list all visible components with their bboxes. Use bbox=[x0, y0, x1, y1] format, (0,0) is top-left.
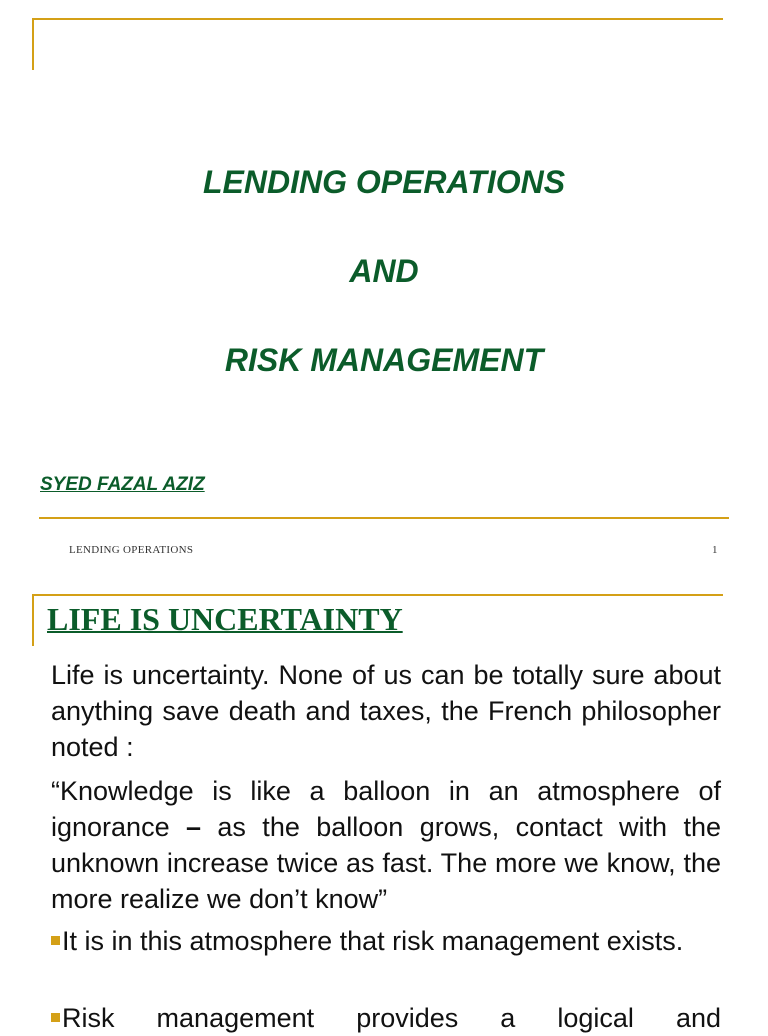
bullet-item bbox=[51, 923, 721, 959]
slide1-title-line-3: RISK MANAGEMENT bbox=[224, 342, 544, 378]
intro-paragraph: Life is uncertainty. None of us can be totally sure about anything save death and taxes, the French philosopher noted : bbox=[51, 660, 721, 762]
slide1-left-border bbox=[32, 18, 34, 70]
slide1-top-border bbox=[32, 18, 723, 20]
page-number: 1 bbox=[712, 544, 718, 556]
square-bullet-icon bbox=[51, 1013, 60, 1022]
author-name: SYED FAZAL AZIZ bbox=[40, 474, 205, 495]
slide1-bottom-border bbox=[39, 517, 729, 519]
quote-open-mark: “ bbox=[51, 776, 60, 806]
quote-text-2: as the balloon grows, contact with the unknown increase twice as fast. The more we know, the more realize we bbox=[51, 812, 721, 914]
quote-dash: – bbox=[185, 812, 202, 842]
slide1-title-line-2: AND bbox=[349, 253, 419, 289]
bullet-text: It is in this atmosphere that risk management exists. bbox=[62, 926, 684, 956]
square-bullet-icon bbox=[51, 936, 60, 945]
quote-dont-know: don’t know bbox=[249, 884, 379, 914]
slide2-top-border bbox=[32, 594, 723, 596]
bullet-text: Risk management provides a logical and bbox=[62, 1003, 721, 1033]
slide2-left-border bbox=[32, 594, 34, 646]
quote-close-mark: ” bbox=[378, 884, 388, 914]
slide2-title: LIFE IS UNCERTAINTY bbox=[47, 601, 403, 637]
quote-paragraph bbox=[51, 773, 721, 917]
quote-text-1: is like a balloon in an atmosphere of ignorance bbox=[51, 776, 721, 842]
footer-label: LENDING OPERATIONS bbox=[69, 544, 194, 556]
bullet-item bbox=[51, 1000, 721, 1036]
slide1-title-line-1: LENDING OPERATIONS bbox=[202, 164, 566, 200]
quote-knowledge: Knowledge bbox=[60, 776, 194, 806]
